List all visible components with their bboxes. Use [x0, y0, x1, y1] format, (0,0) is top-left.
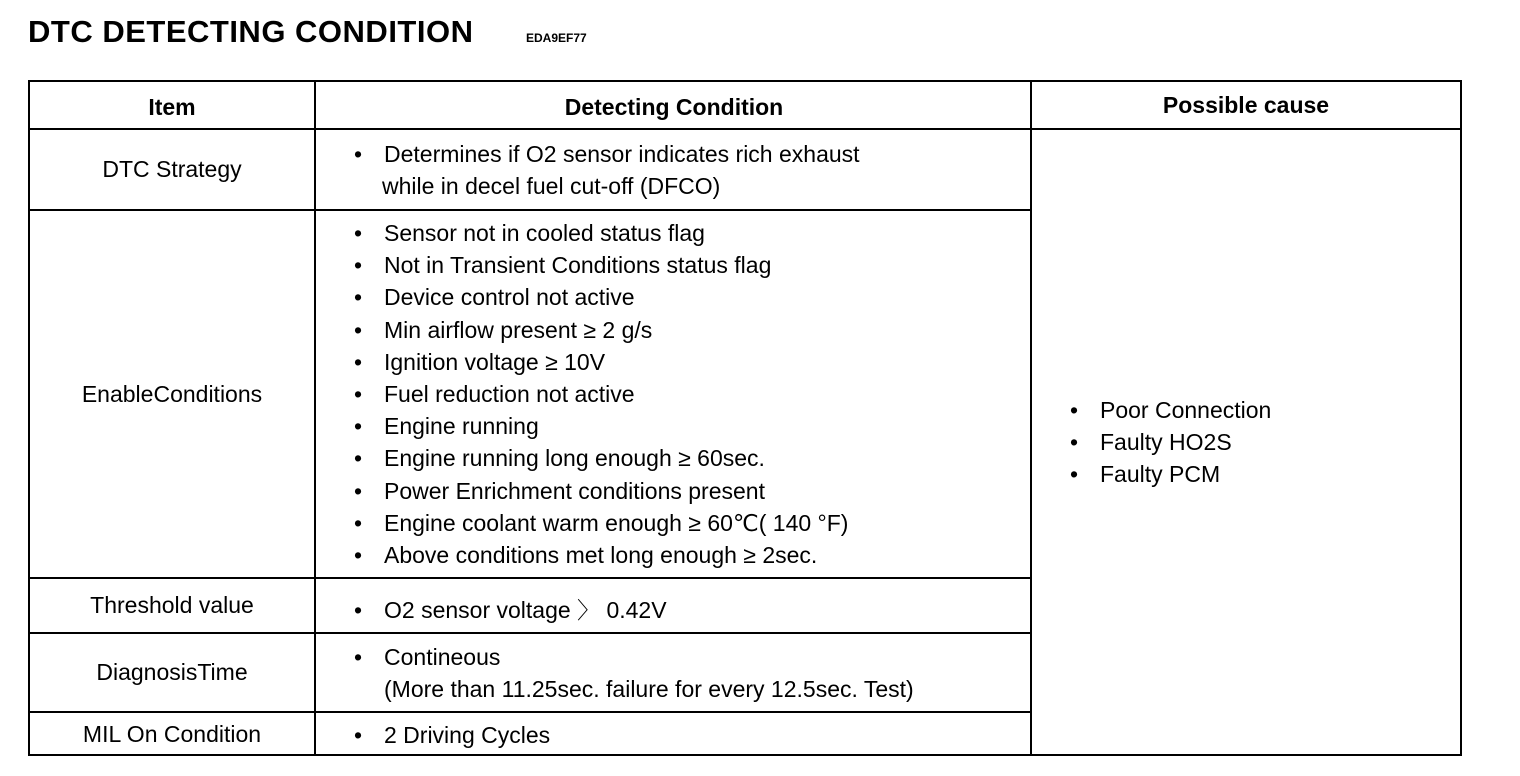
bullet-icon: • — [354, 284, 363, 311]
condition-text: Contineous — [384, 644, 501, 670]
list-item — [354, 539, 848, 571]
condition-text: Not in Transient Conditions status flag — [384, 252, 772, 279]
bullet-icon: • — [1070, 397, 1079, 423]
list-item — [354, 594, 667, 626]
conditions-dtc-strategy — [354, 138, 860, 202]
list-item — [354, 346, 848, 378]
bullet-icon: • — [354, 220, 363, 246]
bullet-icon: • — [354, 445, 363, 472]
condition-text: Min airflow present ≥ 2 g/s — [384, 316, 653, 343]
condition-text: Engine running long enough ≥ 60sec. — [384, 445, 765, 472]
list-item — [354, 507, 848, 539]
cause-text: Faulty HO2S — [1100, 429, 1232, 456]
cause-text: Faulty PCM — [1100, 461, 1221, 488]
column-divider — [1030, 80, 1032, 756]
bullet-icon: • — [354, 722, 363, 748]
condition-text: Above conditions met long enough ≥ 2sec. — [384, 542, 818, 569]
list-item — [354, 138, 860, 170]
item-enable-conditions: EnableConditions — [81, 380, 263, 407]
condition-text: Power Enrichment conditions present — [384, 477, 765, 504]
list-item — [354, 249, 848, 281]
bullet-icon: • — [354, 413, 363, 440]
condition-text: Ignition voltage ≥ 10V — [384, 348, 606, 375]
bullet-icon: • — [1070, 429, 1079, 456]
bullet-icon: • — [354, 348, 363, 375]
list-item — [354, 719, 550, 751]
list-item — [354, 442, 848, 474]
conditions-diagnosis-time — [354, 641, 914, 705]
condition-text: Determines if O2 sensor indicates rich exhaust — [384, 141, 860, 167]
conditions-threshold — [354, 594, 667, 626]
condition-text: Device control not active — [384, 284, 635, 311]
bullet-icon: • — [354, 542, 363, 569]
bullet-icon: • — [354, 597, 363, 623]
condition-text: Engine running — [384, 413, 539, 440]
list-item — [354, 217, 848, 249]
list-item — [1070, 458, 1271, 490]
condition-text: O2 sensor voltage 〉 0.42V — [384, 597, 667, 623]
item-dtc-strategy: DTC Strategy — [102, 156, 242, 182]
bullet-icon: • — [354, 381, 363, 408]
cause-text: Poor Connection — [1100, 397, 1272, 423]
bullet-icon: • — [354, 141, 363, 167]
bullet-icon: • — [354, 477, 363, 504]
document-code: EDA9EF77 — [526, 31, 587, 45]
list-item — [354, 314, 848, 346]
condition-text: Engine coolant warm enough ≥ 60℃( 140 °F) — [384, 509, 849, 536]
conditions-mil-on — [354, 719, 550, 751]
page-title: DTC DETECTING CONDITION — [28, 14, 474, 49]
column-header-possible-cause: Possible cause — [1162, 92, 1330, 118]
list-item — [354, 410, 848, 442]
item-diagnosis-time: DiagnosisTime — [96, 659, 248, 685]
possible-causes-list — [1070, 394, 1271, 491]
conditions-enable — [354, 217, 848, 571]
bullet-icon: • — [354, 509, 363, 536]
bullet-icon: • — [354, 252, 363, 279]
item-threshold-value: Threshold value — [90, 592, 254, 618]
list-item — [354, 641, 914, 673]
condition-text: Fuel reduction not active — [384, 381, 635, 408]
bullet-icon: • — [1070, 461, 1079, 488]
list-item — [354, 281, 848, 313]
item-mil-on-condition: MIL On Condition — [82, 721, 262, 747]
column-header-item: Item — [148, 94, 196, 120]
list-item — [354, 378, 848, 410]
bullet-icon: • — [354, 644, 363, 670]
list-item — [1070, 426, 1271, 458]
condition-text: 2 Driving Cycles — [384, 722, 551, 748]
condition-text: Sensor not in cooled status flag — [384, 220, 705, 246]
column-header-detecting-condition: Detecting Condition — [564, 94, 784, 120]
bullet-icon: • — [354, 316, 363, 343]
list-item — [354, 475, 848, 507]
list-item-continuation: (More than 11.25sec. failure for every 12.5sec. Test) — [384, 676, 914, 703]
list-item-continuation: while in decel fuel cut-off (DFCO) — [382, 173, 721, 200]
list-item — [1070, 394, 1271, 426]
